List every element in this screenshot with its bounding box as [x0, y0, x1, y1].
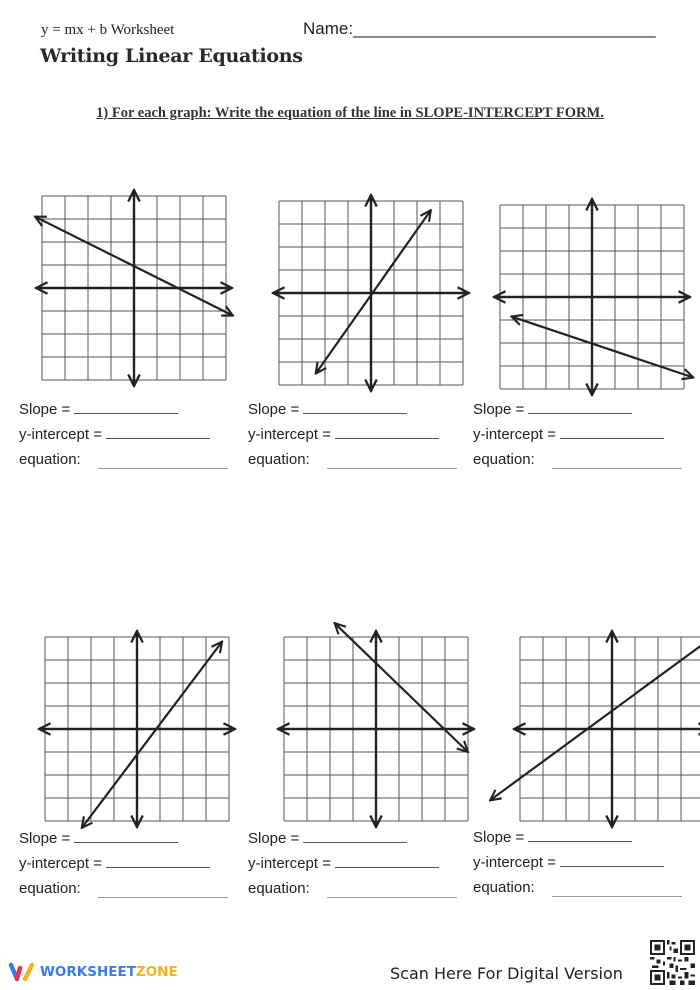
equation-blank[interactable]: [552, 895, 682, 897]
equation-label: equation:: [248, 451, 310, 468]
slope-label: Slope =: [19, 401, 71, 418]
equation-blank[interactable]: [552, 467, 682, 469]
logo-text-zone: ZONE: [135, 964, 178, 980]
y-intercept-label: y-intercept =: [19, 426, 102, 443]
y-intercept-label: y-intercept =: [473, 854, 556, 871]
y-intercept-blank[interactable]: [106, 437, 210, 439]
slope-label: Slope =: [19, 830, 71, 847]
y-intercept-label: y-intercept =: [248, 426, 331, 443]
equation-blank[interactable]: [98, 467, 228, 469]
graph-5: [260, 613, 492, 835]
graph-6: [476, 613, 700, 835]
y-intercept-label: y-intercept =: [473, 426, 556, 443]
slope-blank[interactable]: [528, 840, 632, 842]
coordinate-plane: [476, 613, 700, 835]
y-intercept-label: y-intercept =: [248, 855, 331, 872]
equation-label: equation:: [248, 880, 310, 897]
y-intercept-label: y-intercept =: [19, 855, 102, 872]
name-field[interactable]: Name:________________________________: [303, 19, 656, 38]
y-intercept-blank[interactable]: [106, 866, 210, 868]
graph-line: [335, 623, 468, 752]
coordinate-plane: [260, 613, 492, 835]
logo-text-worksheet: WORKSHEET: [40, 964, 136, 980]
equation-blank[interactable]: [327, 467, 457, 469]
answer-block-6: [473, 829, 664, 904]
worksheet-subtitle: y = mx + b Worksheet: [41, 22, 175, 38]
equation-label: equation:: [19, 451, 81, 468]
slope-label: Slope =: [473, 401, 525, 418]
page-title: Writing Linear Equations: [40, 45, 303, 67]
equation-label: equation:: [19, 880, 81, 897]
coordinate-plane: [18, 172, 250, 394]
coordinate-plane: [476, 181, 700, 403]
graph-line: [512, 317, 694, 378]
graph-line: [82, 642, 222, 828]
graph-3: [476, 181, 700, 403]
graph-4: [21, 613, 253, 835]
scan-text: Scan Here For Digital Version: [390, 964, 623, 983]
equation-blank[interactable]: [98, 896, 228, 898]
answer-block-1: [19, 401, 210, 476]
slope-blank[interactable]: [528, 412, 632, 414]
y-intercept-blank[interactable]: [560, 865, 664, 867]
instruction: 1) For each graph: Write the equation of the line in SLOPE-INTERCEPT FORM.: [96, 105, 604, 121]
equation-label: equation:: [473, 451, 535, 468]
answer-block-5: [248, 830, 439, 905]
slope-label: Slope =: [248, 401, 300, 418]
y-intercept-blank[interactable]: [335, 437, 439, 439]
coordinate-plane: [255, 177, 487, 399]
answer-block-3: [473, 401, 664, 476]
y-intercept-blank[interactable]: [335, 866, 439, 868]
slope-blank[interactable]: [74, 841, 178, 843]
graph-2: [255, 177, 487, 399]
slope-label: Slope =: [473, 829, 525, 846]
answer-block-4: [19, 830, 210, 905]
equation-blank[interactable]: [327, 896, 457, 898]
slope-blank[interactable]: [303, 412, 407, 414]
logo-mark-icon: [8, 962, 36, 982]
answer-block-2: [248, 401, 439, 476]
slope-blank[interactable]: [74, 412, 178, 414]
worksheet-zone-logo: [8, 962, 178, 982]
graph-1: [18, 172, 250, 394]
equation-label: equation:: [473, 879, 535, 896]
y-intercept-blank[interactable]: [560, 437, 664, 439]
coordinate-plane: [21, 613, 253, 835]
slope-blank[interactable]: [303, 841, 407, 843]
slope-label: Slope =: [248, 830, 300, 847]
qr-code-icon[interactable]: [650, 940, 695, 985]
graph-line: [490, 623, 700, 800]
